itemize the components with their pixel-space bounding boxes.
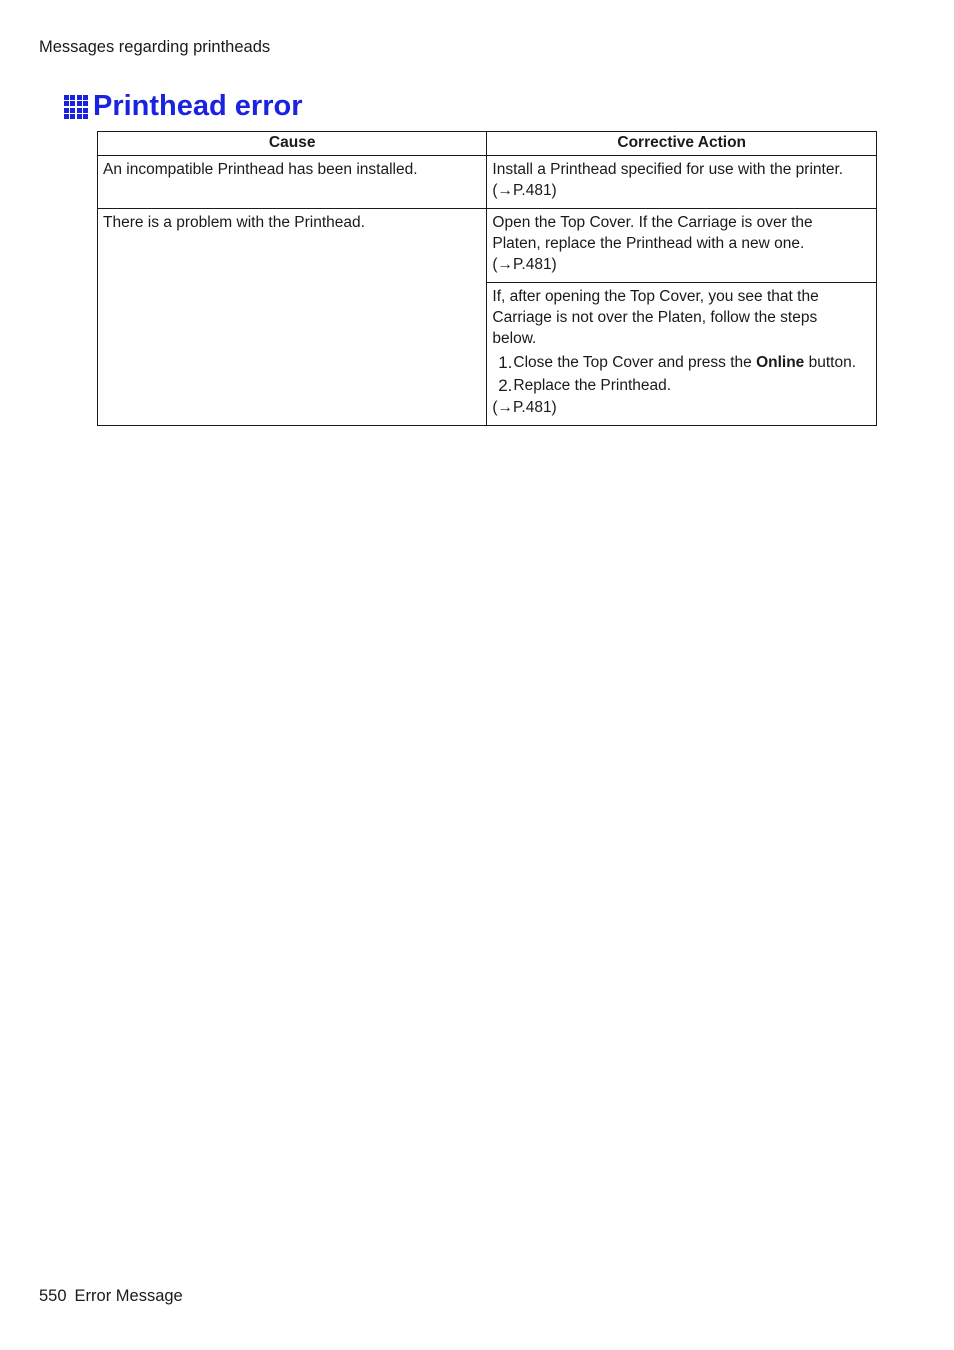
- steps-list: [492, 351, 871, 397]
- action-line: Open the Top Cover. If the Carriage is over the: [492, 214, 813, 231]
- running-header: Messages regarding printheads: [39, 38, 271, 56]
- online-button-label: Online: [756, 354, 805, 371]
- list-item: [492, 351, 871, 374]
- page-title: Printhead error: [93, 90, 303, 122]
- cause-cell: There is a problem with the Printhead.: [98, 209, 487, 426]
- column-header-action: Corrective Action: [487, 132, 877, 156]
- footer-section: Error Message: [74, 1287, 183, 1305]
- table-row: [98, 209, 877, 283]
- page-reference: (→P.481): [492, 182, 557, 199]
- step-number: 1.: [498, 353, 513, 372]
- section-title: [64, 88, 303, 124]
- action-line: Install a Printhead specified for use with the printer.: [492, 161, 844, 178]
- table-header-row: [98, 132, 877, 156]
- list-item: [492, 374, 871, 397]
- cause-cell: An incompatible Printhead has been installed.: [98, 156, 487, 209]
- action-cell: [487, 156, 877, 209]
- page-footer: [39, 1286, 183, 1306]
- page-reference: (→P.481): [492, 256, 557, 273]
- action-cell: [487, 209, 877, 283]
- error-table: [97, 131, 877, 426]
- action-line: Platen, replace the Printhead with a new one.: [492, 235, 805, 252]
- step-text-part: Close the Top Cover and press the: [513, 354, 757, 371]
- action-line: Carriage is not over the Platen, follow the steps: [492, 309, 818, 326]
- step-text: [513, 351, 856, 374]
- grid-icon: [64, 95, 88, 119]
- step-number: 2.: [498, 376, 513, 395]
- action-line: below.: [492, 330, 537, 347]
- column-header-cause: Cause: [98, 132, 487, 156]
- table-row: [98, 156, 877, 209]
- action-cell: [487, 283, 877, 426]
- action-line: If, after opening the Top Cover, you see that the: [492, 288, 819, 305]
- step-text-part: button.: [804, 354, 857, 371]
- page-reference: (→P.481): [492, 399, 557, 416]
- step-text: Replace the Printhead.: [513, 377, 672, 394]
- page-number: 550: [39, 1287, 67, 1305]
